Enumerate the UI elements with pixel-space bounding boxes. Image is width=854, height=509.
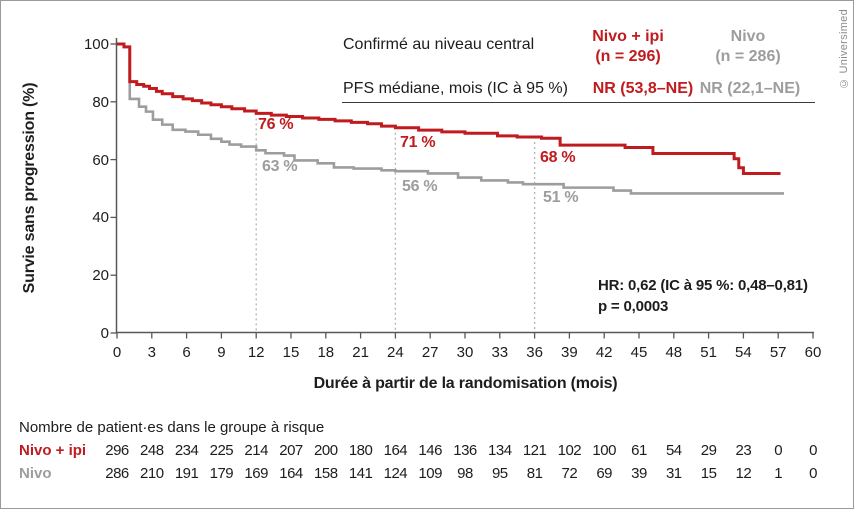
risk-count: 180 xyxy=(348,442,373,459)
copyright-credit: © Universimed xyxy=(838,9,850,90)
x-tick-label: 48 xyxy=(665,344,683,361)
risk-count: 1 xyxy=(774,465,783,482)
p-value-text: p = 0,0003 xyxy=(598,298,669,315)
risk-row-label-nivo: Nivo xyxy=(19,465,52,482)
risk-count: 81 xyxy=(526,465,543,482)
x-tick-label: 36 xyxy=(526,344,543,361)
risk-count: 23 xyxy=(735,442,752,459)
risk-count: 225 xyxy=(209,442,234,459)
median-row-label: PFS médiane, mois (IC à 95 %) xyxy=(343,80,568,97)
x-tick-label: 6 xyxy=(182,344,191,361)
risk-count: 72 xyxy=(561,465,578,482)
risk-count: 191 xyxy=(174,465,199,482)
risk-count: 214 xyxy=(244,442,268,459)
x-tick-label: 27 xyxy=(421,344,439,361)
milestone-value-label: 51 % xyxy=(543,189,579,206)
x-tick-label: 30 xyxy=(456,344,474,361)
risk-count: 124 xyxy=(383,465,408,482)
x-tick-label: 51 xyxy=(700,344,717,361)
risk-count: 0 xyxy=(809,442,817,459)
risk-count: 54 xyxy=(665,442,682,459)
risk-count: 102 xyxy=(557,442,582,459)
y-tick-label: 80 xyxy=(92,93,109,111)
risk-count: 31 xyxy=(665,465,682,482)
risk-count: 164 xyxy=(383,442,408,459)
risk-count: 200 xyxy=(314,442,338,459)
x-tick-label: 42 xyxy=(595,344,613,361)
y-axis-title: Survie sans progression (%) xyxy=(21,82,38,294)
risk-count: 158 xyxy=(314,465,338,482)
risk-count: 169 xyxy=(244,465,268,482)
risk-count: 12 xyxy=(735,465,752,482)
hr-text: HR: 0,62 (IC à 95 %: 0,48–0,81) xyxy=(598,277,808,294)
risk-count: 121 xyxy=(522,442,547,459)
x-tick-label: 0 xyxy=(112,344,122,361)
risk-count: 248 xyxy=(140,442,164,459)
y-tick-label: 0 xyxy=(100,325,109,342)
risk-count: 207 xyxy=(279,442,303,459)
risk-count: 146 xyxy=(418,442,442,459)
risk-count: 134 xyxy=(488,442,512,459)
risk-table-title: Nombre de patient·es dans le groupe à risque xyxy=(19,419,325,436)
risk-count: 286 xyxy=(105,465,129,482)
risk-count: 95 xyxy=(491,465,508,482)
risk-count: 141 xyxy=(348,465,373,482)
risk-count: 0 xyxy=(774,442,783,459)
legend-group-nivo-ipi-n: (n = 296) xyxy=(595,48,661,65)
milestone-value-label: 68 % xyxy=(540,149,576,166)
risk-count: 61 xyxy=(631,442,647,459)
risk-count: 136 xyxy=(453,442,477,459)
x-tick-label: 60 xyxy=(804,344,822,361)
risk-row-label-nivo-ipi: Nivo + ipi xyxy=(19,442,87,459)
risk-count: 0 xyxy=(809,465,817,482)
x-tick-label: 45 xyxy=(630,344,648,361)
risk-count: 164 xyxy=(279,465,303,482)
y-tick-label: 100 xyxy=(83,36,109,53)
risk-count: 69 xyxy=(596,465,613,482)
risk-count: 98 xyxy=(457,465,473,482)
x-tick-label: 12 xyxy=(247,344,265,361)
milestone-value-label: 63 % xyxy=(262,158,298,175)
risk-count: 15 xyxy=(700,465,717,482)
km-curve-nivo xyxy=(117,44,784,193)
risk-count: 29 xyxy=(700,442,717,459)
legend-group-nivo-ipi-name: Nivo + ipi xyxy=(592,28,664,45)
risk-count: 296 xyxy=(105,442,129,459)
x-tick-label: 33 xyxy=(491,344,509,361)
legend-group-nivo-n: (n = 286) xyxy=(715,48,781,65)
y-tick-label: 40 xyxy=(92,209,109,227)
x-tick-label: 15 xyxy=(282,344,300,361)
median-value-nivo: NR (22,1–NE) xyxy=(699,80,801,97)
risk-count: 179 xyxy=(209,465,234,482)
risk-count: 100 xyxy=(592,442,616,459)
x-tick-label: 21 xyxy=(352,344,369,361)
x-tick-label: 57 xyxy=(769,344,787,361)
x-tick-label: 54 xyxy=(735,344,752,361)
km-curve-nivo-ipi xyxy=(117,44,781,173)
median-value-nivo-ipi: NR (53,8–NE) xyxy=(592,80,694,97)
milestone-value-label: 56 % xyxy=(402,178,438,195)
risk-count: 39 xyxy=(631,465,647,482)
y-tick-label: 60 xyxy=(92,151,109,169)
x-axis-title: Durée à partir de la randomisation (mois) xyxy=(313,375,618,392)
x-tick-label: 18 xyxy=(317,344,335,361)
risk-count: 234 xyxy=(174,442,199,459)
legend-group-nivo-name: Nivo xyxy=(730,28,766,45)
stats-block xyxy=(598,275,808,317)
legend-header: Confirmé au niveau central xyxy=(343,36,535,53)
x-tick-label: 3 xyxy=(147,344,156,361)
milestone-value-label: 76 % xyxy=(258,116,294,133)
risk-count: 109 xyxy=(418,465,442,482)
x-tick-label: 24 xyxy=(387,344,404,361)
risk-count: 210 xyxy=(140,465,164,482)
y-tick-label: 20 xyxy=(92,267,109,285)
legend-underline xyxy=(342,102,815,103)
x-tick-label: 9 xyxy=(217,344,226,361)
x-tick-label: 39 xyxy=(561,344,578,361)
milestone-value-label: 71 % xyxy=(400,134,436,151)
